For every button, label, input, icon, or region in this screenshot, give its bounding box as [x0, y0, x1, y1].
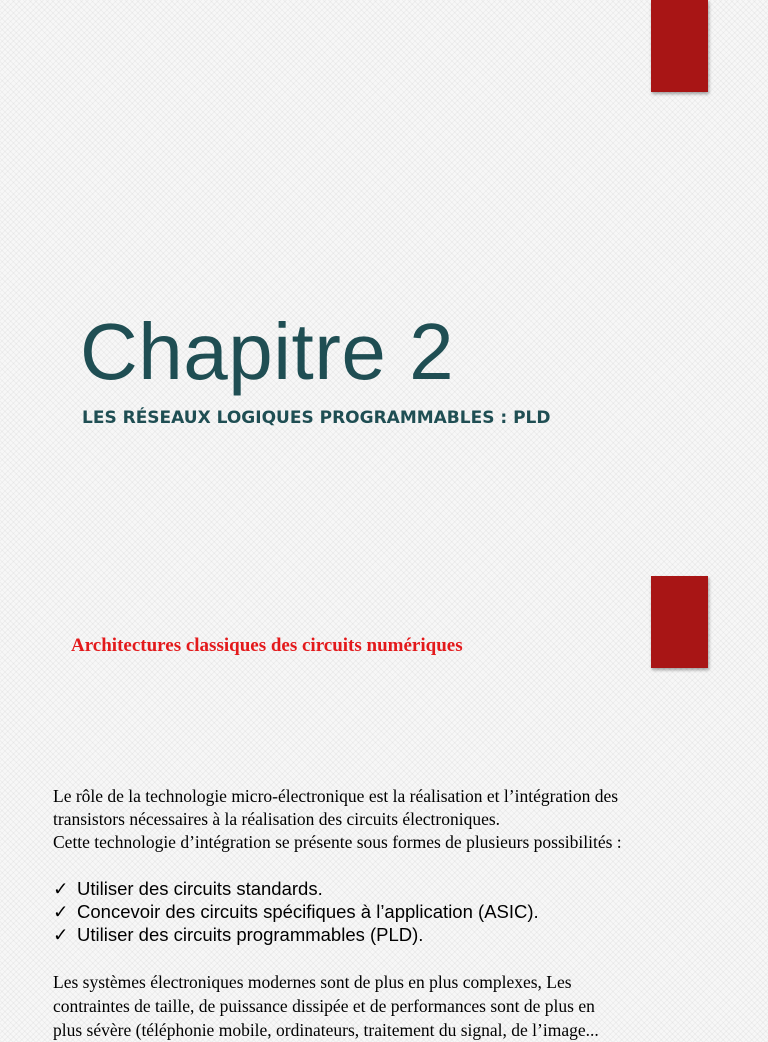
- checklist-item: [53, 923, 539, 946]
- checklist-item-text: Utiliser des circuits standards.: [77, 878, 323, 899]
- checklist: [53, 877, 539, 946]
- checklist-item-text: Utiliser des circuits programmables (PLD).: [77, 924, 424, 945]
- intro-line: transistors nécessaires à la réalisation des circuits électroniques.: [53, 809, 501, 829]
- intro-line: Cette technologie d’intégration se présente sous formes de plusieurs possibilités :: [53, 832, 622, 852]
- red-accent-tab: [651, 576, 708, 668]
- checklist-item-text: Concevoir des circuits spécifiques à l’application (ASIC).: [77, 901, 539, 922]
- checkmark-icon: ✓: [53, 878, 69, 899]
- red-accent-tab: [651, 0, 708, 92]
- outro-line: plus sévère (téléphonie mobile, ordinateurs, traitement du signal, de l’image...: [53, 1020, 599, 1040]
- checkmark-icon: ✓: [53, 924, 69, 945]
- slide-content: [0, 576, 768, 1040]
- chapter-title: Chapitre 2: [80, 307, 455, 396]
- checkmark-icon: ✓: [53, 901, 69, 922]
- outro-paragraph: [53, 970, 753, 1042]
- checklist-item: [53, 900, 539, 923]
- checklist-item: [53, 877, 539, 900]
- chapter-subtitle: LES RÉSEAUX LOGIQUES PROGRAMMABLES : PLD: [82, 408, 551, 428]
- outro-line: contraintes de taille, de puissance dissipée et de performances sont de plus en: [53, 996, 595, 1016]
- section-heading: Architectures classiques des circuits numériques: [71, 635, 463, 656]
- intro-line: Le rôle de la technologie micro-électronique est la réalisation et l’intégration des: [53, 786, 619, 806]
- intro-paragraph: [53, 785, 733, 854]
- outro-line: Les systèmes électroniques modernes sont de plus en plus complexes, Les: [53, 972, 572, 992]
